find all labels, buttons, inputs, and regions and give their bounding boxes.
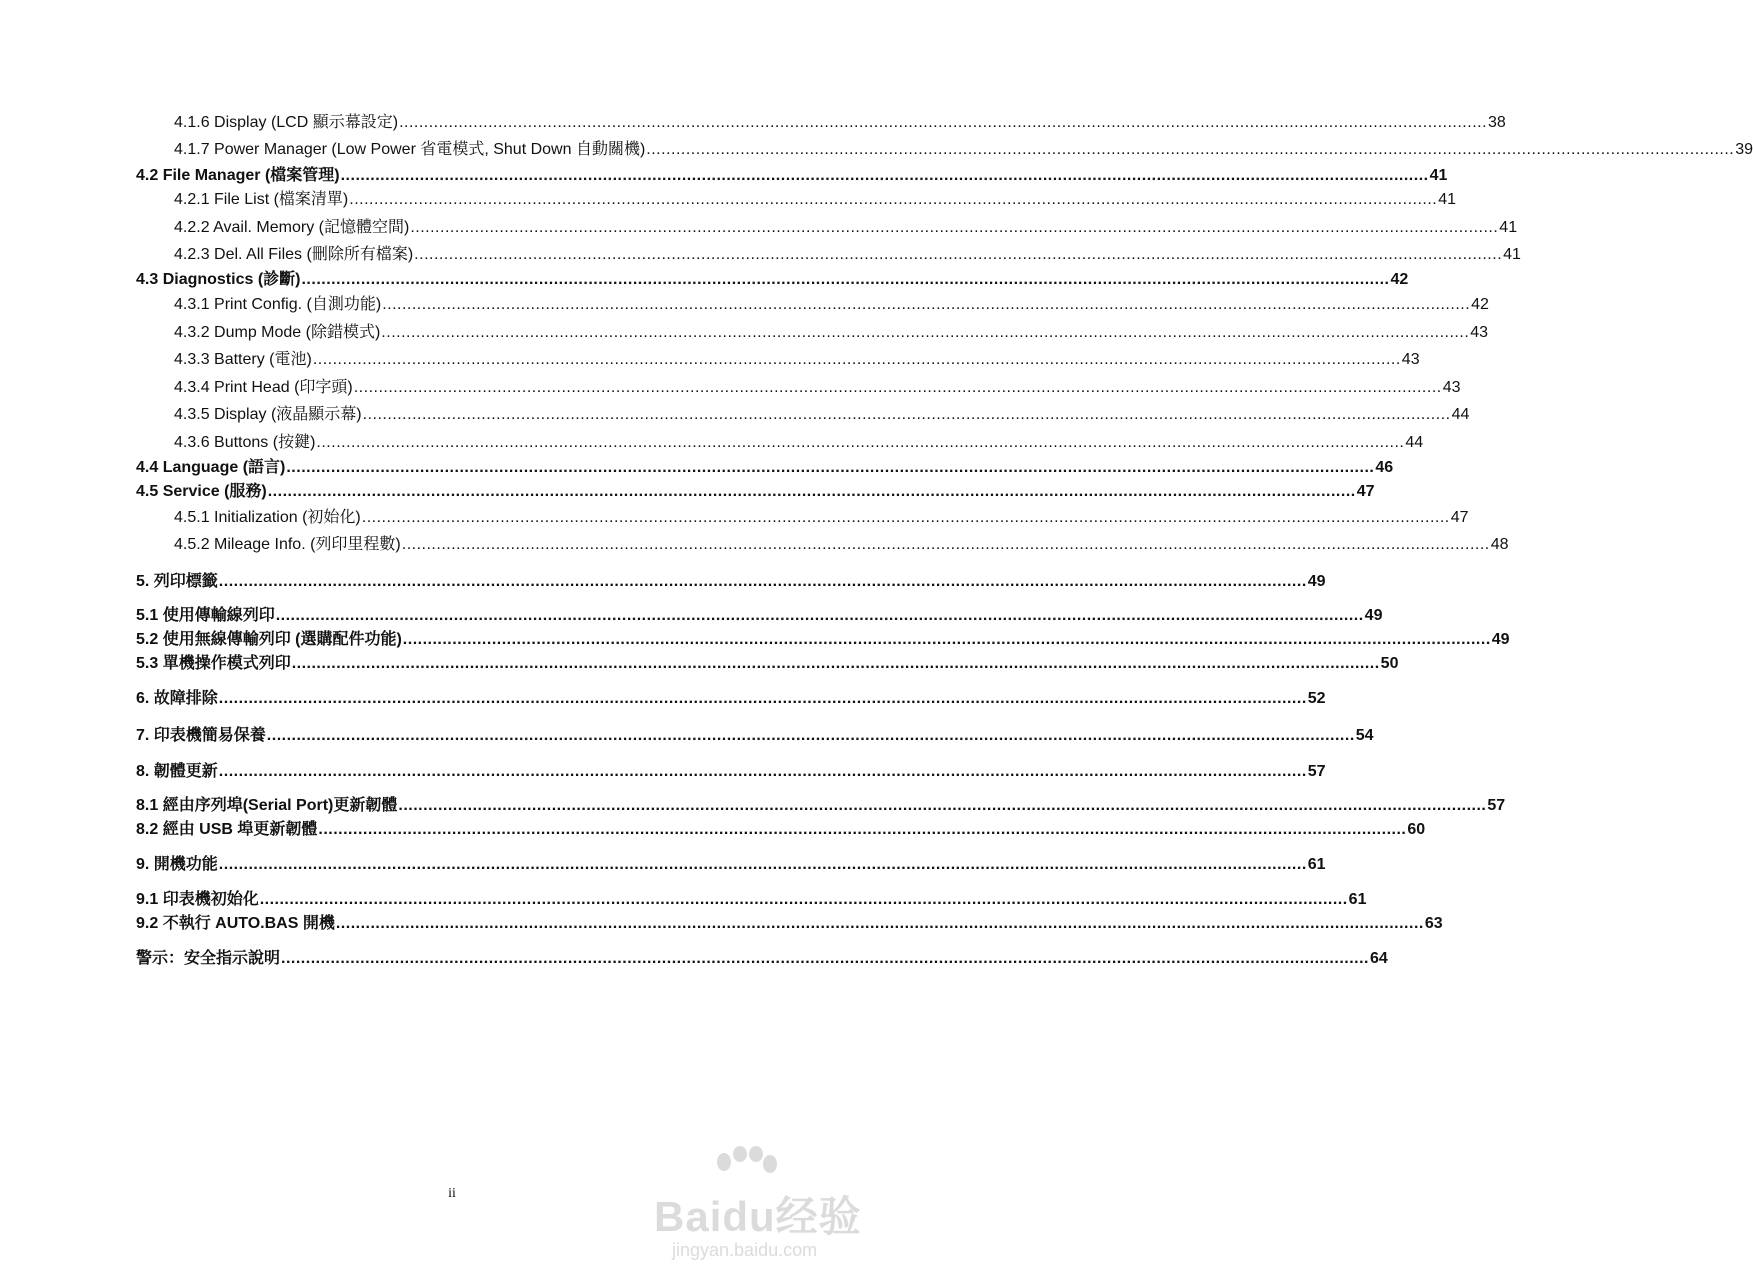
toc-entry[interactable] [174, 139, 1753, 161]
toc-entry[interactable] [174, 189, 1457, 211]
leader-dots: ............................................................................................................................................................................................................................ [381, 324, 1470, 341]
toc-entry[interactable] [174, 294, 1489, 316]
toc-entry-page: 47 [1356, 483, 1375, 500]
toc-entry-label: 9.2 不執行 AUTO.BAS 開機 [136, 915, 335, 932]
toc-entry[interactable] [136, 481, 1375, 503]
page-number: ii [448, 1186, 456, 1201]
toc-entry-page: 43 [1442, 379, 1461, 396]
toc-entry-label: 4.1.6 Display (LCD 顯示幕設定) [174, 114, 399, 131]
toc-entry[interactable] [136, 571, 1326, 593]
toc-entry[interactable] [136, 725, 1374, 747]
toc-entry-page: 41 [1429, 167, 1448, 184]
toc-entry-label: 5. 列印標籤 [136, 573, 218, 590]
leader-dots: ............................................................................................................................................................................................................................ [259, 891, 1348, 908]
toc-entry-page: 41 [1438, 191, 1457, 208]
toc-entry[interactable] [136, 605, 1383, 627]
toc-entry-page: 52 [1307, 690, 1326, 707]
toc-entry-label: 4.2 File Manager (檔案管理) [136, 167, 340, 184]
toc-entry[interactable] [136, 819, 1426, 841]
leader-dots: ............................................................................................................................................................................................................................ [318, 821, 1407, 838]
leader-dots: ............................................................................................................................................................................................................................ [286, 459, 1375, 476]
leader-dots: ............................................................................................................................................................................................................................ [218, 573, 1307, 590]
leader-dots: ............................................................................................................................................................................................................................ [218, 690, 1307, 707]
leader-dots: ............................................................................................................................................................................................................................ [340, 167, 1429, 184]
toc-entry-label: 4.3.1 Print Config. (自測功能) [174, 296, 382, 313]
leader-dots: ............................................................................................................................................................................................................................ [398, 797, 1487, 814]
leader-dots: ............................................................................................................................................................................................................................ [316, 434, 1405, 451]
toc-entry-label: 4.4 Language (語言) [136, 459, 286, 476]
toc-entry-page: 49 [1364, 607, 1383, 624]
leader-dots: ............................................................................................................................................................................................................................ [218, 763, 1307, 780]
leader-dots: ............................................................................................................................................................................................................................ [291, 655, 1380, 672]
toc-entry-label: 4.2.3 Del. All Files (刪除所有檔案) [174, 246, 414, 263]
toc-entry-label: 4.3.5 Display (液晶顯示幕) [174, 406, 362, 423]
toc-entry[interactable] [174, 244, 1521, 266]
toc-entry[interactable] [174, 377, 1461, 399]
toc-entry[interactable] [136, 165, 1448, 187]
leader-dots: ............................................................................................................................................................................................................................ [410, 219, 1499, 236]
toc-entry[interactable] [136, 269, 1409, 291]
leader-dots: ............................................................................................................................................................................................................................ [646, 141, 1735, 158]
toc-entry-page: 38 [1488, 114, 1506, 131]
watermark-logo-text: Baidu经验 [654, 1193, 862, 1240]
toc-entry-page: 48 [1490, 536, 1509, 553]
leader-dots: ............................................................................................................................................................................................................................ [218, 856, 1307, 873]
toc-entry-page: 41 [1503, 246, 1521, 263]
toc-entry-page: 43 [1470, 324, 1489, 341]
toc-entry-label: 8. 韌體更新 [136, 763, 218, 780]
toc-entry-label: 9. 開機功能 [136, 856, 218, 873]
toc-entry[interactable] [136, 913, 1443, 935]
toc-entry-label: 4.3.3 Battery (電池) [174, 351, 312, 368]
leader-dots: ............................................................................................................................................................................................................................ [335, 915, 1424, 932]
toc-entry[interactable] [174, 322, 1489, 344]
toc-entry-label: 警示：安全指示說明 [136, 950, 281, 967]
toc-entry-page: 57 [1487, 797, 1506, 814]
toc-entry-page: 49 [1307, 573, 1326, 590]
toc-entry-label: 4.3.6 Buttons (按鍵) [174, 434, 316, 451]
leader-dots: ............................................................................................................................................................................................................................ [266, 727, 1355, 744]
toc-entry-label: 8.1 經由序列埠(Serial Port)更新韌體 [136, 797, 398, 814]
toc-entry-page: 61 [1307, 856, 1326, 873]
toc-entry-page: 61 [1348, 891, 1367, 908]
leader-dots: ............................................................................................................................................................................................................................ [312, 351, 1401, 368]
leader-dots: ............................................................................................................................................................................................................................ [402, 631, 1491, 648]
toc-entry-label: 5.1 使用傳輸線列印 [136, 607, 275, 624]
toc-entry[interactable] [136, 457, 1394, 479]
leader-dots: ............................................................................................................................................................................................................................ [414, 246, 1503, 263]
leader-dots: ............................................................................................................................................................................................................................ [353, 379, 1442, 396]
toc-entry-page: 46 [1375, 459, 1394, 476]
toc-entry-page: 49 [1491, 631, 1510, 648]
toc-entry[interactable] [174, 404, 1470, 426]
toc-entry-label: 4.2.1 File List (檔案清單) [174, 191, 349, 208]
toc-entry-page: 54 [1355, 727, 1374, 744]
toc-entry-page: 60 [1407, 821, 1426, 838]
toc-entry-label: 5.3 單機操作模式列印 [136, 655, 291, 672]
leader-dots: ............................................................................................................................................................................................................................ [301, 271, 1390, 288]
toc-entry-label: 4.1.7 Power Manager (Low Power 省電模式, Shut Down 自動關機) [174, 141, 646, 158]
toc-entry-label: 4.3.4 Print Head (印字頭) [174, 379, 353, 396]
toc-entry-page: 44 [1451, 406, 1470, 423]
toc-entry[interactable] [136, 761, 1326, 783]
toc-entry[interactable] [174, 112, 1506, 134]
toc-entry[interactable] [136, 688, 1326, 710]
toc-entry[interactable] [136, 889, 1367, 911]
leader-dots: ............................................................................................................................................................................................................................ [361, 509, 1450, 526]
toc-entry[interactable] [174, 432, 1424, 454]
toc-entry[interactable] [174, 217, 1518, 239]
leader-dots: ............................................................................................................................................................................................................................ [267, 483, 1356, 500]
leader-dots: ............................................................................................................................................................................................................................ [349, 191, 1438, 208]
toc-entry-label: 4.5.1 Initialization (初始化) [174, 509, 361, 526]
leader-dots: ............................................................................................................................................................................................................................ [382, 296, 1471, 313]
leader-dots: ............................................................................................................................................................................................................................ [399, 114, 1488, 131]
watermark [644, 1140, 884, 1270]
toc-entry[interactable] [136, 795, 1506, 817]
toc-entry-page: 64 [1369, 950, 1388, 967]
toc-entry-label: 6. 故障排除 [136, 690, 218, 707]
toc-entry[interactable] [136, 629, 1510, 651]
toc-entry-page: 39 [1735, 141, 1753, 158]
toc-entry-page: 42 [1390, 271, 1409, 288]
toc-entry-label: 9.1 印表機初始化 [136, 891, 259, 908]
toc-entry-label: 4.2.2 Avail. Memory (記憶體空間) [174, 219, 410, 236]
toc-entry-page: 41 [1499, 219, 1518, 236]
toc-entry-page: 43 [1401, 351, 1420, 368]
toc-entry[interactable] [174, 349, 1420, 371]
watermark-url: jingyan.baidu.com [672, 1240, 818, 1260]
leader-dots: ............................................................................................................................................................................................................................ [401, 536, 1490, 553]
toc-entry-label: 7. 印表機簡易保養 [136, 727, 266, 744]
toc-entry[interactable] [136, 948, 1388, 970]
toc-entry-page: 47 [1450, 509, 1469, 526]
toc-entry-label: 4.5 Service (服務) [136, 483, 267, 500]
toc-entry-label: 8.2 經由 USB 埠更新韌體 [136, 821, 318, 838]
toc-entry[interactable] [174, 534, 1509, 556]
toc-entry-label: 4.3 Diagnostics (診斷) [136, 271, 301, 288]
leader-dots: ............................................................................................................................................................................................................................ [275, 607, 1364, 624]
leader-dots: ............................................................................................................................................................................................................................ [281, 950, 1369, 967]
leader-dots: ............................................................................................................................................................................................................................ [362, 406, 1451, 423]
toc-entry-page: 50 [1380, 655, 1399, 672]
toc-entry[interactable] [136, 854, 1326, 876]
toc-entry[interactable] [174, 507, 1469, 529]
toc-entry-page: 44 [1405, 434, 1424, 451]
toc-entry[interactable] [136, 653, 1399, 675]
toc-entry-label: 5.2 使用無線傳輸列印 (選購配件功能) [136, 631, 402, 648]
toc-entry-page: 63 [1424, 915, 1443, 932]
toc-entry-label: 4.5.2 Mileage Info. (列印里程數) [174, 536, 401, 553]
toc-entry-page: 57 [1307, 763, 1326, 780]
toc-entry-label: 4.3.2 Dump Mode (除錯模式) [174, 324, 381, 341]
toc-entry-page: 42 [1471, 296, 1489, 313]
